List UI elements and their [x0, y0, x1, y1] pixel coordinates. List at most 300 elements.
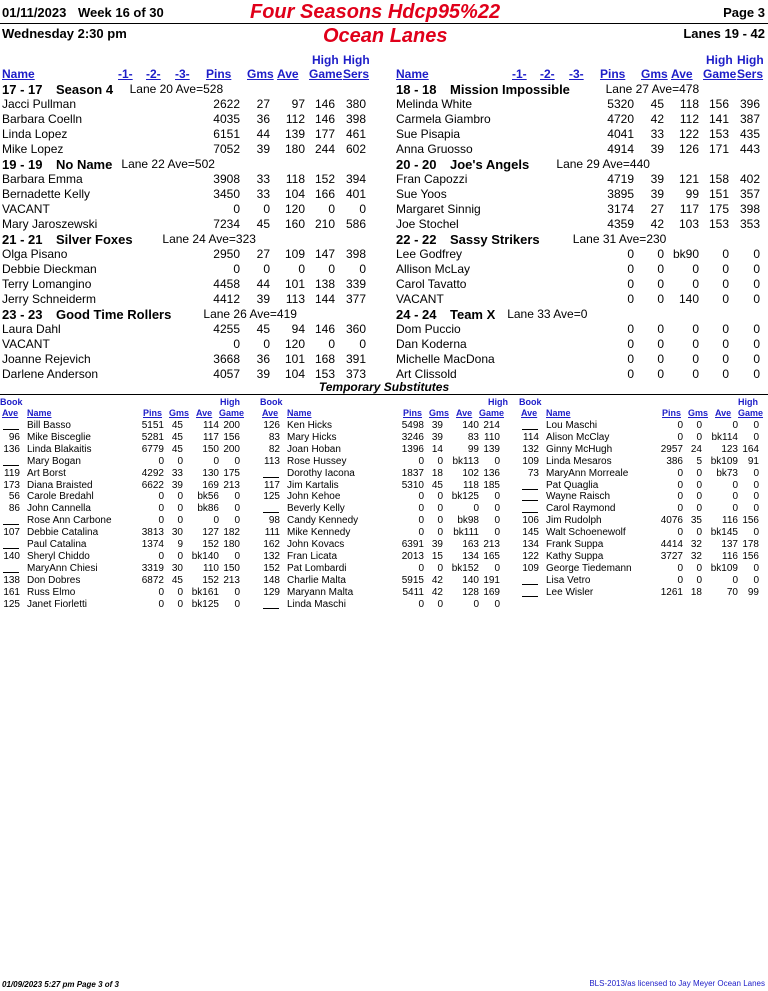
player-high-game: 151 — [708, 187, 729, 201]
player-pins: 0 — [627, 337, 634, 351]
sub-pins: 1396 — [401, 443, 424, 455]
sub-name: Mary Hicks — [287, 431, 337, 443]
sub-name: Russ Elmo — [27, 586, 76, 598]
sub-games: 0 — [177, 455, 183, 467]
sub-name: MaryAnn Morreale — [546, 467, 629, 479]
player-high-game: 175 — [708, 202, 729, 216]
player-pins: 0 — [233, 337, 240, 351]
sub-pins: 0 — [418, 503, 424, 515]
player-name: Dan Koderna — [396, 337, 467, 351]
sub-book: 132 — [263, 550, 280, 562]
sub-book: 134 — [522, 539, 539, 550]
player-games: 45 — [256, 217, 270, 231]
player-high-game: 146 — [314, 322, 335, 336]
team-header — [394, 307, 768, 322]
sub-pins: 5411 — [402, 586, 424, 598]
sub-book-blank — [522, 420, 538, 430]
sub-high-game: 0 — [234, 515, 240, 527]
sub-high-game: 156 — [742, 550, 759, 562]
player-name: Jerry Schneiderm — [2, 292, 97, 306]
sub-average: 0 — [213, 515, 219, 527]
sub-book-blank — [3, 563, 19, 573]
sub-row — [0, 587, 250, 599]
player-high-series: 353 — [739, 217, 760, 231]
sub-games: 0 — [437, 562, 443, 574]
player-high-series: 0 — [359, 202, 366, 216]
sub-games: 18 — [431, 467, 443, 479]
sub-pins: 0 — [677, 491, 683, 503]
player-name: Linda Lopez — [2, 127, 68, 141]
sub-pins: 4414 — [660, 539, 683, 550]
sub-average: 150 — [202, 443, 219, 455]
sub-pins: 0 — [418, 562, 424, 574]
player-games: 0 — [657, 322, 664, 336]
sub-average: 140 — [462, 574, 479, 586]
sub-average: 128 — [462, 586, 479, 598]
player-games: 0 — [263, 262, 270, 276]
sub-average: 152 — [202, 574, 219, 586]
sub-row — [519, 444, 768, 456]
sub-high-game: 0 — [234, 550, 240, 562]
team-info: Lane 29 Ave=440 — [556, 157, 650, 171]
sub-average: bk125 — [191, 598, 219, 610]
player-name: Carol Tavatto — [396, 277, 467, 291]
player-high-game: 171 — [708, 142, 729, 156]
sub-pins: 0 — [677, 467, 683, 479]
sub-name: Paul Catalina — [27, 539, 87, 550]
team-number: 24 - 24 — [396, 307, 437, 322]
team-header — [0, 157, 380, 172]
col-gms: Gms — [247, 67, 274, 81]
player-high-series: 461 — [345, 127, 366, 141]
sub-row — [0, 491, 250, 503]
sub-col-game: Game — [479, 408, 505, 418]
player-average: 113 — [285, 292, 305, 306]
player-pins: 2950 — [213, 247, 240, 261]
sub-games: 0 — [177, 586, 183, 598]
sub-row — [0, 539, 250, 551]
player-high-series: 0 — [753, 292, 760, 306]
player-average: 126 — [678, 142, 699, 156]
player-games: 39 — [650, 172, 664, 186]
sub-high-game: 164 — [742, 443, 759, 455]
player-pins: 0 — [233, 202, 240, 216]
sub-row — [519, 551, 768, 563]
sub-pins: 0 — [677, 574, 683, 586]
sub-average: 134 — [462, 550, 479, 562]
sub-pins: 6622 — [141, 479, 164, 491]
sub-name: Maryann Malta — [287, 586, 354, 598]
sub-book-blank — [263, 468, 279, 478]
player-high-game: 0 — [722, 367, 729, 381]
sub-games: 35 — [690, 515, 702, 527]
player-average: 118 — [285, 172, 305, 186]
player-row — [394, 187, 768, 202]
col-high-sers-top: High — [343, 53, 370, 67]
sub-pins: 5915 — [401, 574, 424, 586]
player-average: bk90 — [672, 247, 699, 261]
player-name: Mike Lopez — [2, 142, 64, 156]
player-row — [0, 172, 380, 187]
player-average: 117 — [679, 202, 699, 216]
player-average: 180 — [284, 142, 305, 156]
player-average: 109 — [284, 247, 305, 261]
sub-games: 0 — [437, 527, 443, 539]
sub-name: Joan Hoban — [287, 443, 341, 455]
sub-col-high: High — [738, 397, 758, 407]
sub-pins: 0 — [158, 586, 164, 598]
player-average: 97 — [291, 97, 305, 111]
sub-average: 83 — [467, 431, 479, 443]
sub-name: Linda Blakaitis — [27, 443, 92, 455]
center-name: Ocean Lanes — [323, 25, 448, 47]
player-pins: 0 — [627, 322, 634, 336]
player-average: 160 — [284, 217, 305, 231]
team-name: Team X — [450, 307, 496, 322]
player-name: Darlene Anderson — [2, 367, 99, 381]
player-row — [0, 112, 380, 127]
player-high-series: 396 — [739, 97, 760, 111]
team-name: Silver Foxes — [56, 232, 133, 247]
player-average: 140 — [678, 292, 699, 306]
col-name: Name — [396, 67, 429, 81]
sub-row — [260, 575, 518, 587]
team-name: Sassy Strikers — [450, 232, 540, 247]
sub-high-game: 0 — [234, 491, 240, 503]
player-high-series: 0 — [753, 277, 760, 291]
sub-pins: 3727 — [660, 550, 683, 562]
sub-average: bk109 — [710, 455, 738, 467]
player-average: 99 — [685, 187, 699, 201]
player-average: 139 — [284, 127, 305, 141]
player-row — [0, 337, 380, 352]
sub-row — [0, 420, 250, 432]
sub-pins: 0 — [158, 455, 164, 467]
sub-pins: 3246 — [401, 431, 424, 443]
col-game: Game — [703, 67, 737, 81]
sub-games: 45 — [171, 420, 183, 431]
sub-high-game: 0 — [494, 455, 500, 467]
sub-book-blank — [522, 587, 538, 597]
sub-row — [260, 539, 518, 551]
sub-average: 99 — [467, 443, 479, 455]
player-row — [394, 202, 768, 217]
sub-book: 114 — [523, 431, 539, 443]
sub-games: 0 — [177, 598, 183, 610]
player-high-game: 210 — [314, 217, 335, 231]
player-high-game: 0 — [722, 337, 729, 351]
sub-name: Lou Maschi — [546, 420, 598, 431]
sub-name: MaryAnn Chiesi — [27, 562, 98, 574]
sub-average: bk86 — [197, 503, 219, 515]
team-info: Lane 31 Ave=230 — [572, 232, 667, 246]
sub-average: bk161 — [191, 586, 219, 598]
sub-games: 0 — [696, 503, 702, 515]
player-pins: 3895 — [607, 187, 634, 201]
player-pins: 2622 — [213, 97, 240, 111]
sub-book: 122 — [522, 550, 539, 562]
sub-name: Beverly Kelly — [287, 503, 345, 515]
sub-book: 125 — [3, 598, 20, 610]
sub-high-game: 0 — [234, 598, 240, 610]
sub-row — [519, 503, 768, 515]
sub-average: 0 — [732, 574, 738, 586]
subs-divider — [0, 394, 768, 395]
team-header — [394, 82, 768, 97]
sub-row — [0, 599, 250, 611]
sub-name: Walt Schoenewolf — [546, 527, 626, 539]
sub-average: 0 — [473, 503, 479, 515]
sub-games: 45 — [171, 443, 183, 455]
col-ave: Ave — [277, 67, 299, 81]
sub-average: 70 — [726, 586, 738, 598]
sub-pins: 3813 — [141, 527, 164, 539]
player-games: 39 — [256, 142, 270, 156]
player-games: 0 — [263, 202, 270, 216]
sub-high-game: 0 — [494, 527, 500, 539]
sub-games: 32 — [690, 539, 702, 550]
player-high-series: 0 — [359, 262, 366, 276]
player-average: 120 — [284, 202, 305, 216]
sub-col-name: Name — [27, 408, 52, 418]
sub-pins: 0 — [418, 598, 424, 610]
sub-col-pins: Pins — [662, 408, 682, 418]
team-header — [394, 157, 768, 172]
player-pins: 0 — [627, 277, 634, 291]
sub-high-game: 0 — [234, 503, 240, 515]
sub-average: 118 — [463, 479, 479, 491]
sub-book: 73 — [527, 467, 539, 479]
player-name: Barbara Emma — [2, 172, 83, 186]
player-row — [394, 292, 768, 307]
footer-left: 01/09/2023 5:27 pm Page 3 of 3 — [2, 980, 119, 989]
sub-high-game: 214 — [483, 420, 500, 431]
player-average: 120 — [284, 337, 305, 351]
sub-pins: 1837 — [401, 467, 424, 479]
sub-high-game: 136 — [483, 467, 500, 479]
player-games: 39 — [256, 367, 270, 381]
sub-col-game: Game — [219, 408, 245, 418]
player-pins: 6151 — [213, 127, 240, 141]
sub-row — [260, 456, 518, 468]
sub-col-book: Book — [260, 397, 283, 407]
sub-average: 0 — [213, 455, 219, 467]
sub-name: Charlie Malta — [287, 574, 346, 586]
sub-book: 96 — [8, 431, 20, 443]
player-name: Barbara Coelln — [2, 112, 83, 126]
col-high-game-top: High — [706, 53, 733, 67]
player-name: Dom Puccio — [396, 322, 461, 336]
player-pins: 0 — [627, 352, 634, 366]
sub-name: Pat Lombardi — [287, 562, 347, 574]
team-info: Lane 33 Ave=0 — [507, 307, 588, 321]
sub-book: 109 — [522, 562, 539, 574]
team-number: 22 - 22 — [396, 232, 437, 247]
sub-book: 113 — [264, 455, 280, 467]
sub-average: 152 — [202, 539, 219, 550]
sub-average: bk114 — [711, 431, 738, 443]
sub-book-blank — [522, 491, 538, 501]
player-games: 0 — [657, 292, 664, 306]
player-average: 0 — [692, 262, 699, 276]
player-high-game: 146 — [314, 112, 335, 126]
sub-row — [0, 527, 250, 539]
player-games: 0 — [657, 337, 664, 351]
sub-high-game: 99 — [747, 586, 759, 598]
player-name: Fran Capozzi — [396, 172, 468, 186]
player-name: Debbie Dieckman — [2, 262, 97, 276]
player-average: 103 — [678, 217, 699, 231]
sub-row — [519, 456, 768, 468]
player-high-series: 0 — [359, 337, 366, 351]
team-name: Mission Impossible — [450, 82, 570, 97]
player-high-series: 0 — [753, 322, 760, 336]
sub-games: 18 — [690, 586, 702, 598]
sub-high-game: 0 — [494, 515, 500, 527]
team-info: Lane 26 Ave=419 — [203, 307, 297, 321]
col-ave: Ave — [671, 67, 693, 81]
sub-games: 42 — [431, 574, 443, 586]
sub-row — [260, 563, 518, 575]
team-header — [394, 232, 768, 247]
sub-high-game: 182 — [223, 527, 240, 539]
player-games: 36 — [256, 352, 270, 366]
player-games: 44 — [256, 277, 270, 291]
sub-pins: 0 — [677, 479, 683, 491]
sub-name: Ken Hicks — [287, 420, 333, 431]
player-name: Michelle MacDona — [396, 352, 495, 366]
player-high-game: 0 — [722, 247, 729, 261]
sub-games: 15 — [431, 550, 443, 562]
sub-pins: 4292 — [141, 467, 164, 479]
sub-name: Linda Mesaros — [546, 455, 612, 467]
player-row — [394, 97, 768, 112]
player-high-series: 0 — [753, 262, 760, 276]
player-average: 101 — [284, 277, 305, 291]
sub-book: 86 — [8, 503, 20, 515]
sub-pins: 2013 — [401, 550, 424, 562]
player-high-series: 387 — [739, 112, 760, 126]
player-name: Terry Lomangino — [2, 277, 92, 291]
player-high-game: 0 — [722, 277, 729, 291]
sub-book: 125 — [263, 491, 280, 503]
sub-games: 0 — [696, 467, 702, 479]
sub-games: 39 — [431, 431, 443, 443]
player-pins: 5320 — [607, 97, 634, 111]
sub-high-game: 0 — [753, 491, 759, 503]
sub-average: bk56 — [197, 491, 219, 503]
col-game1: -1- — [118, 67, 133, 81]
player-high-game: 158 — [708, 172, 729, 186]
sub-average: bk98 — [457, 515, 479, 527]
player-pins: 7052 — [213, 142, 240, 156]
sub-pins: 2957 — [660, 443, 683, 455]
player-row — [0, 187, 380, 202]
col-game: Game — [309, 67, 343, 81]
sub-name: Art Borst — [27, 467, 66, 479]
sub-games: 9 — [177, 539, 183, 550]
sub-book-blank — [522, 503, 538, 513]
player-pins: 7234 — [213, 217, 240, 231]
sub-average: bk140 — [191, 550, 219, 562]
sub-book: 161 — [3, 586, 20, 598]
player-row — [394, 337, 768, 352]
player-average: 0 — [692, 322, 699, 336]
player-row — [0, 142, 380, 157]
player-name: Lee Godfrey — [396, 247, 463, 261]
sub-games: 0 — [177, 503, 183, 515]
sub-average: 123 — [721, 443, 738, 455]
team-name: Season 4 — [56, 82, 114, 97]
sub-row — [260, 468, 518, 480]
sub-average: bk152 — [451, 562, 479, 574]
player-high-game: 147 — [314, 247, 335, 261]
sub-pins: 6872 — [141, 574, 164, 586]
player-games: 33 — [256, 172, 270, 186]
sub-book: 106 — [522, 515, 539, 527]
footer-right: BLS-2013/as licensed to Jay Meyer Ocean Lanes — [589, 979, 765, 988]
sub-games: 0 — [437, 598, 443, 610]
player-row — [0, 247, 380, 262]
player-high-series: 398 — [345, 112, 366, 126]
sub-pins: 6779 — [141, 443, 164, 455]
player-games: 45 — [650, 97, 664, 111]
col-high-game-top: High — [312, 53, 339, 67]
sub-name: Alison McClay — [546, 431, 610, 443]
sub-name: Janet Fiorletti — [27, 598, 88, 610]
player-high-game: 0 — [722, 352, 729, 366]
sub-book-blank — [263, 503, 279, 513]
player-games: 0 — [657, 352, 664, 366]
sub-book: 162 — [263, 539, 280, 550]
sub-high-game: 200 — [223, 420, 240, 431]
sub-row — [260, 587, 518, 599]
sub-row — [519, 527, 768, 539]
sub-book: 109 — [522, 455, 539, 467]
sub-row — [519, 515, 768, 527]
sub-book: 82 — [268, 443, 280, 455]
sub-name: Rose Hussey — [287, 455, 347, 467]
player-pins: 0 — [627, 292, 634, 306]
sub-row — [519, 491, 768, 503]
sub-games: 5 — [696, 455, 702, 467]
player-high-series: 360 — [345, 322, 366, 336]
player-pins: 0 — [627, 367, 634, 381]
player-row — [0, 352, 380, 367]
player-games: 0 — [263, 337, 270, 351]
sub-name: Dorothy Iacona — [287, 467, 355, 479]
sub-row — [0, 551, 250, 563]
sub-games: 0 — [437, 491, 443, 503]
sub-games: 32 — [690, 550, 702, 562]
sub-col-gms: Gms — [688, 408, 709, 418]
sub-games: 0 — [437, 503, 443, 515]
sub-pins: 0 — [677, 562, 683, 574]
player-high-game: 0 — [328, 262, 335, 276]
player-row — [394, 262, 768, 277]
player-high-series: 0 — [753, 352, 760, 366]
sub-book-blank — [522, 575, 538, 585]
player-name: Margaret Sinnig — [396, 202, 481, 216]
sub-high-game: 91 — [747, 455, 759, 467]
sub-name: Linda Maschi — [287, 598, 346, 610]
sub-name: Wayne Raisch — [546, 491, 611, 503]
player-games: 27 — [650, 202, 664, 216]
player-high-game: 166 — [314, 187, 335, 201]
player-pins: 3174 — [607, 202, 634, 216]
sub-pins: 0 — [418, 491, 424, 503]
player-row — [394, 277, 768, 292]
